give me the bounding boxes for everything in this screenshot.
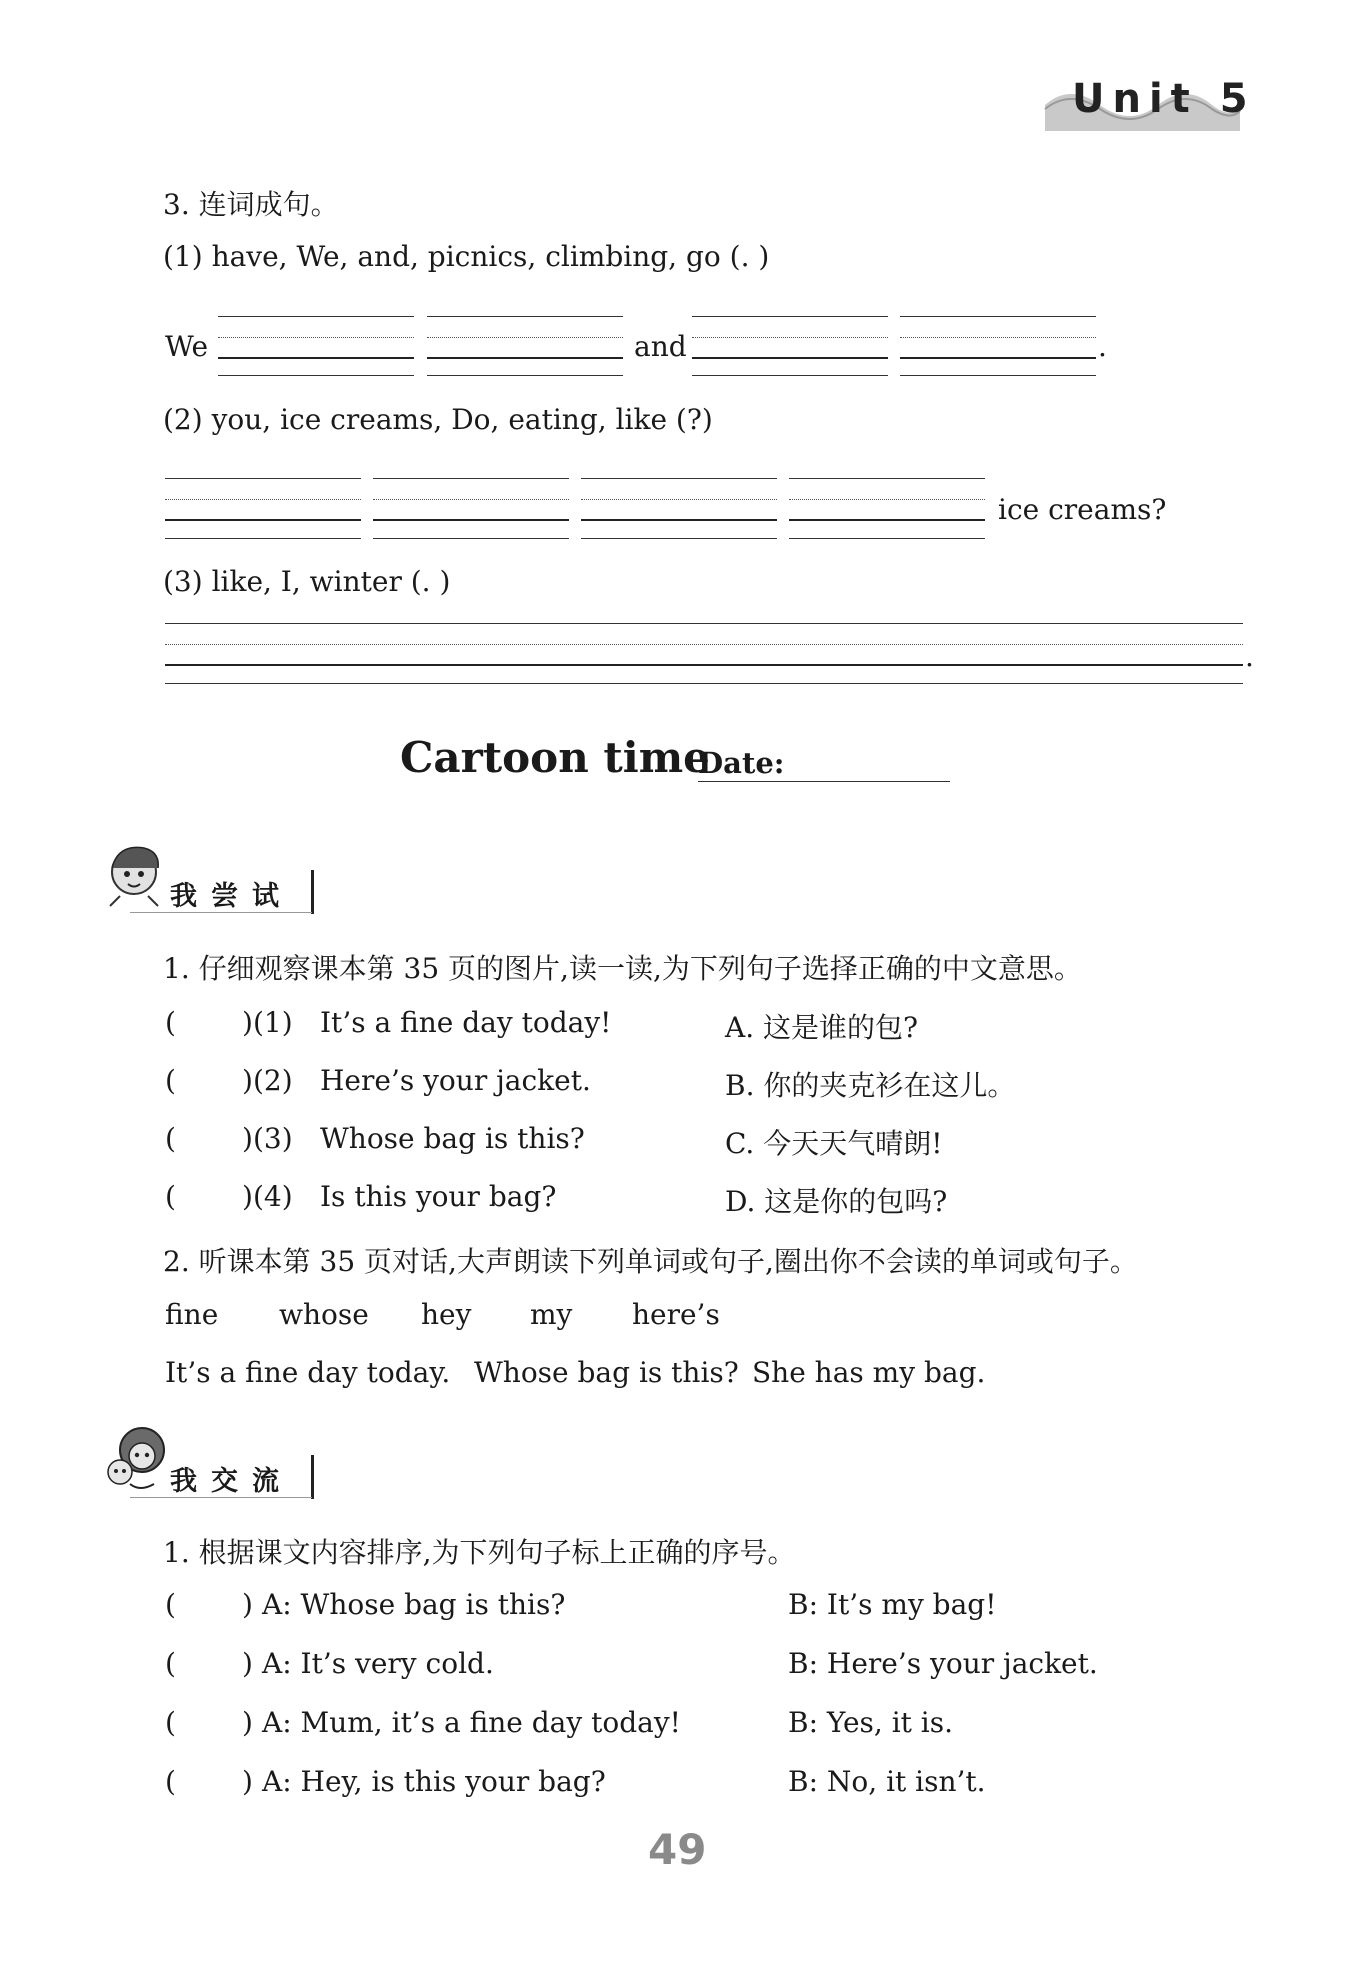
dialog-line-b: B: Here’s your jacket.	[788, 1647, 1098, 1680]
answer-paren-close: )	[242, 1588, 253, 1621]
dialog-line-a: A: Hey, is this your bag?	[262, 1765, 606, 1798]
badge-try: 我尝试	[170, 881, 293, 912]
question-3-1-prompt: (1) have, We, and, picnics, climbing, go (. )	[163, 240, 770, 273]
try-q2-title: 2. 听课本第 35 页对话,大声朗读下列单词或句子,圈出你不会读的单词或句子。	[163, 1245, 1138, 1278]
unit-label: Unit 5	[1072, 76, 1256, 122]
start-word-we: We	[165, 330, 209, 363]
answer-paren-close: )	[242, 1122, 253, 1155]
answer-paren-open[interactable]: (	[165, 1588, 176, 1621]
chinese-option: B. 你的夹克衫在这儿。	[725, 1069, 1016, 1102]
dialog-line-a: A: Whose bag is this?	[262, 1588, 566, 1621]
date-line[interactable]	[698, 781, 950, 782]
dialog-line-b: B: It’s my bag!	[788, 1588, 997, 1621]
answer-paren-close: )	[242, 1647, 253, 1680]
item-number: (2)	[253, 1064, 293, 1097]
answer-paren-close: )	[242, 1180, 253, 1213]
english-sentence: It’s a fine day today!	[320, 1006, 612, 1039]
end-punctuation-3-3: .	[1245, 640, 1254, 673]
answer-paren-open[interactable]: (	[165, 1122, 176, 1155]
date-label: Date:	[698, 746, 785, 780]
try-q1-title: 1. 仔细观察课本第 35 页的图片,读一读,为下列句子选择正确的中文意思。	[163, 952, 1082, 985]
badge-underline	[130, 912, 312, 913]
read-word[interactable]: here’s	[632, 1298, 720, 1331]
chinese-option: D. 这是你的包吗?	[725, 1185, 948, 1218]
cartoon-girl-icon	[100, 838, 172, 910]
read-word[interactable]: hey	[421, 1298, 472, 1331]
answer-paren-open[interactable]: (	[165, 1064, 176, 1097]
read-word[interactable]: whose	[279, 1298, 369, 1331]
question-3-3-prompt: (3) like, I, winter (. )	[163, 565, 451, 598]
read-sentence[interactable]: Whose bag is this?	[474, 1356, 739, 1389]
answer-paren-close: )	[242, 1765, 253, 1798]
question-3-2-prompt: (2) you, ice creams, Do, eating, like (?)	[163, 403, 713, 436]
chinese-option: C. 今天天气晴朗!	[725, 1127, 943, 1160]
chinese-option: A. 这是谁的包?	[725, 1011, 919, 1044]
answer-paren-open[interactable]: (	[165, 1765, 176, 1798]
read-sentence[interactable]: It’s a fine day today.	[165, 1356, 451, 1389]
page-number: 49	[648, 1825, 707, 1874]
badge-underline	[130, 1497, 312, 1498]
item-number: (3)	[253, 1122, 293, 1155]
read-sentence[interactable]: She has my bag.	[752, 1356, 986, 1389]
answer-paren-open[interactable]: (	[165, 1647, 176, 1680]
tail-ice-creams: ice creams?	[998, 493, 1167, 526]
read-word[interactable]: fine	[165, 1298, 219, 1331]
answer-paren-open[interactable]: (	[165, 1006, 176, 1039]
cartoon-kids-icon	[100, 1422, 172, 1494]
question-3-title: 3. 连词成句。	[163, 188, 339, 221]
badge-divider	[311, 1455, 314, 1499]
badge-talk: 我交流	[170, 1466, 293, 1497]
dialog-line-a: A: Mum, it’s a fine day today!	[262, 1706, 681, 1739]
answer-paren-open[interactable]: (	[165, 1180, 176, 1213]
dialog-line-a: A: It’s very cold.	[262, 1647, 494, 1680]
dialog-line-b: B: No, it isn’t.	[788, 1765, 986, 1798]
answer-paren-close: )	[242, 1706, 253, 1739]
english-sentence: Here’s your jacket.	[320, 1064, 591, 1097]
answer-paren-close: )	[242, 1006, 253, 1039]
dialog-line-b: B: Yes, it is.	[788, 1706, 954, 1739]
english-sentence: Whose bag is this?	[320, 1122, 585, 1155]
badge-divider	[311, 870, 314, 914]
read-word[interactable]: my	[530, 1298, 573, 1331]
item-number: (4)	[253, 1180, 293, 1213]
talk-q1-title: 1. 根据课文内容排序,为下列句子标上正确的序号。	[163, 1536, 796, 1569]
item-number: (1)	[253, 1006, 293, 1039]
section-title-cartoon-time: Cartoon time	[400, 733, 710, 782]
answer-paren-close: )	[242, 1064, 253, 1097]
answer-paren-open[interactable]: (	[165, 1706, 176, 1739]
mid-word-and: and	[634, 330, 687, 363]
end-punctuation: .	[1098, 330, 1107, 363]
english-sentence: Is this your bag?	[320, 1180, 557, 1213]
